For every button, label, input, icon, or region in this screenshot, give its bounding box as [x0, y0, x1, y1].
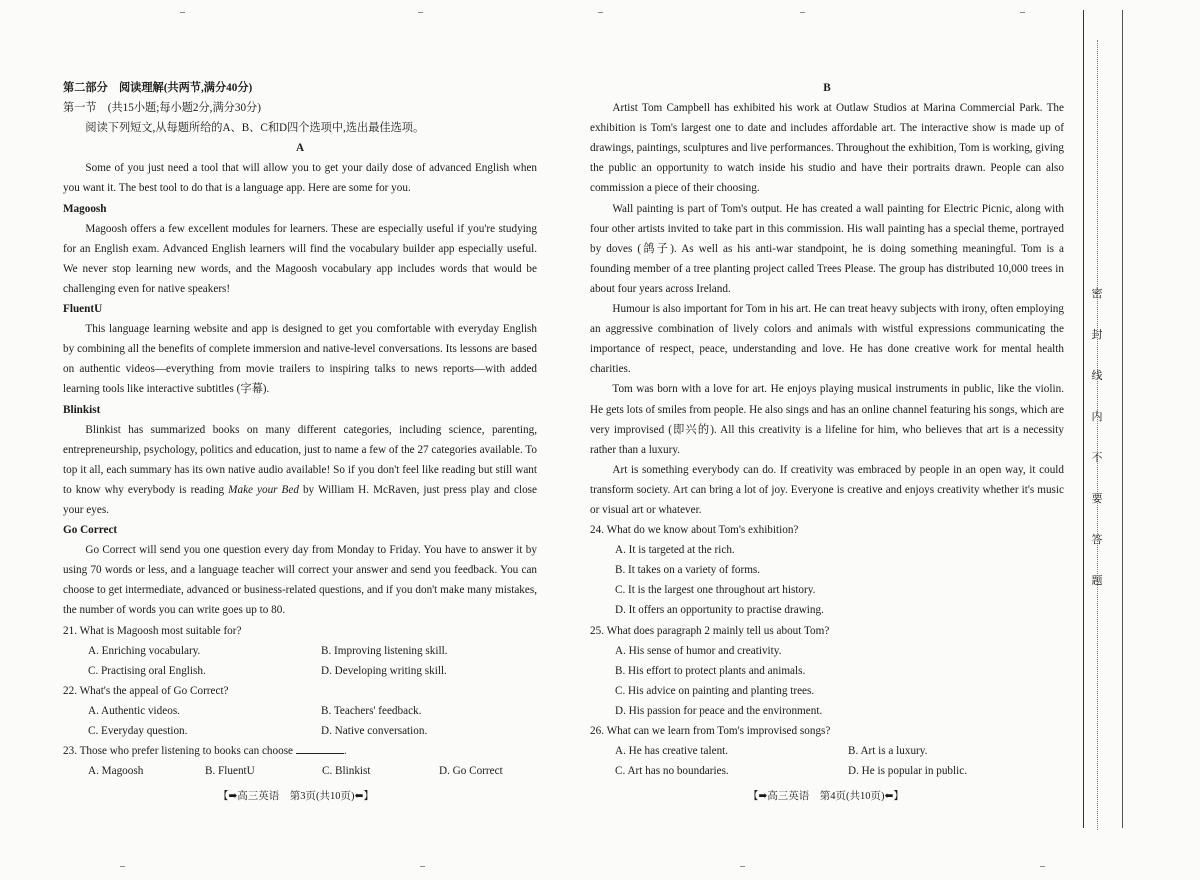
option: D. Go Correct [439, 765, 503, 778]
app-text-blinkist [63, 420, 537, 520]
page-footer-left: 【➡高三英语 第3页(共10页)⬅】 [218, 791, 374, 802]
scan-mark [418, 12, 423, 13]
passage-b-paragraph: Wall painting is part of Tom's output. He has created a wall painting for Electric Picnic, along with four other artists invited to take part in this commission. His wall painting has a special theme, portrayed by doves (鸽子). As well as his anti-war standpoint, he is doing something meaningful. Tom is a founding member of a tree planting project called Trees Please. The group has distributed 10,000 trees in about four years across Ireland. [590, 202, 1064, 295]
scan-mark [120, 866, 125, 867]
section-heading: 第一节 (共15小题;每小题2分,满分30分) [63, 102, 261, 115]
binding-char: 线 [1091, 370, 1103, 382]
scan-mark [420, 866, 425, 867]
option: A. Enriching vocabulary. [88, 644, 201, 657]
scan-mark [740, 866, 745, 867]
binding-char: 内 [1091, 411, 1103, 423]
question-21-options-row2 [63, 661, 537, 681]
option: B. Art is a luxury. [848, 745, 928, 758]
part-heading: 第二部分 阅读理解(共两节,满分40分) [63, 82, 253, 94]
binding-char: 题 [1091, 575, 1103, 587]
option: D. Native conversation. [321, 725, 428, 737]
passage-label-b: B [823, 82, 831, 94]
question-22: 22. What's the appeal of Go Correct? [63, 684, 229, 697]
option: B. Teachers' feedback. [321, 704, 422, 717]
option: B. It takes on a variety of forms. [615, 564, 761, 577]
binding-char: 要 [1091, 493, 1103, 505]
scan-mark [1020, 12, 1025, 13]
option: B. FluentU [205, 765, 255, 778]
app-heading-blinkist: Blinkist [63, 403, 101, 416]
answer-blank [296, 742, 344, 754]
option: A. Authentic videos. [88, 704, 180, 717]
option: B. His effort to protect plants and animals. [615, 664, 806, 677]
option: C. His advice on painting and planting trees. [615, 684, 815, 697]
passage-b-paragraph: Artist Tom Campbell has exhibited his work at Outlaw Studios at Marina Commercial Park. The exhibition is Tom's largest one to date and includes affordable art. The interactive show is made up of drawings, paintings, sculptures and live performances. Throughout the exhibition, Tom is working, giving the public an opportunity to watch inside his studio and have their portraits drawn. People can also commission a piece of their choosing. [590, 102, 1064, 195]
question-22-options-row1 [63, 701, 537, 721]
option: B. Improving listening skill. [321, 644, 448, 657]
question-24: 24. What do we know about Tom's exhibition? [590, 524, 799, 537]
question-25: 25. What does paragraph 2 mainly tell us about Tom? [590, 624, 830, 637]
option: A. His sense of humor and creativity. [615, 644, 782, 657]
option: C. Everyday question. [88, 725, 188, 737]
option: A. He has creative talent. [615, 745, 729, 758]
left-page [63, 78, 537, 781]
scan-mark [180, 12, 185, 13]
option: C. Practising oral English. [88, 664, 206, 677]
question-23 [63, 741, 537, 761]
question-23-stem-end: . [343, 745, 347, 758]
app-text-go-correct: Go Correct will send you one question every day from Monday to Friday. You have to answer it by using 70 words or less, and a language teacher will correct your answer and send you feedback. You can choose to get intermediate, advanced or business-related questions, and if you don't make many mistakes, the number of words you can write goes up to 80. [63, 544, 537, 617]
binding-char: 封 [1091, 329, 1103, 341]
binding-char: 密 [1091, 288, 1103, 300]
passage-a-intro: Some of you just need a tool that will allow you to get your daily dose of advanced English when you want it. The best tool to do that is a language app. Here are some for you. [63, 162, 537, 195]
question-23-stem: 23. Those who prefer listening to books can choose [63, 745, 294, 758]
app-text-magoosh: Magoosh offers a few excellent modules for learners. These are especially useful if you're studying for an English exam. Advanced English learners will find the vocabulary builder app especially useful. We never stop learning new words, and the Magoosh vocabulary app includes words that would be challenging even for native speakers! [63, 222, 537, 295]
app-heading-fluentu: FluentU [63, 303, 103, 316]
right-page [590, 78, 1064, 781]
app-heading-go-correct: Go Correct [63, 524, 118, 537]
question-23-options [63, 761, 537, 781]
app-text-fluentu: This language learning website and app is designed to get you comfortable with everyday English by combining all the benefits of complete immersion and native-level conversations. Its lessons are based on authentic videos—everything from movie trailers to inspiring talks to news reports—with added learning tools like interactive subtitles (字幕). [63, 323, 537, 396]
option: C. Blinkist [322, 765, 371, 778]
option: A. It is targeted at the rich. [615, 544, 735, 557]
book-title: Make your Bed [228, 483, 299, 496]
scan-mark [1040, 866, 1045, 867]
question-26-options-row1 [590, 741, 1064, 761]
passage-b-paragraph: Art is something everybody can do. If creativity was embraced by people in an open way, it could transform society. Art can bring a lot of joy. Everyone is creative and enjoys creativity whether it's music or visual art or whatever. [590, 463, 1064, 516]
blinkist-text-before: Blinkist has summarized books on many different categories, including science, parenting, entrepreneurship, psychology, politics and education, just to name a few of the 27 categories available. To top it all, each summary has its own native audio available! So if you don't feel like reading but still want to know why everybody is reading [63, 423, 537, 496]
question-22-options-row2 [63, 721, 537, 741]
binding-char: 答 [1091, 534, 1103, 546]
question-21: 21. What is Magoosh most suitable for? [63, 624, 242, 637]
question-26: 26. What can we learn from Tom's improvised songs? [590, 725, 831, 737]
option: D. Developing writing skill. [321, 664, 447, 677]
binding-vertical-text [1089, 288, 1105, 616]
option: D. His passion for peace and the environment. [615, 704, 823, 717]
scan-mark [800, 12, 805, 13]
instruction: 阅读下列短文,从每题所给的A、B、C和D四个选项中,选出最佳选项。 [85, 122, 425, 135]
option: C. It is the largest one throughout art history. [615, 584, 816, 597]
option: D. It offers an opportunity to practise drawing. [615, 604, 824, 617]
passage-label-a: A [295, 142, 305, 155]
option: C. Art has no boundaries. [615, 765, 729, 778]
option: A. Magoosh [88, 765, 144, 778]
passage-b-paragraph: Humour is also important for Tom in his art. He can treat heavy subjects with irony, often employing an aggressive combination of lively colors and animals with wistful expressions communicating the importance of respect, peace, understanding and love. He has done creative work for mental health charities. [590, 303, 1064, 376]
page-footer-right: 【➡高三英语 第4页(共10页)⬅】 [748, 791, 904, 802]
blinkist-text-after: by William H. McRaven, just press play and close your eyes. [63, 483, 537, 516]
passage-b-paragraph: Tom was born with a love for art. He enjoys playing musical instruments in public, like the violin. He gets lots of smiles from people. He also sings and has an online channel featuring his songs, which are very improvised (即兴的). All this creativity is a lifeline for him, who believes that art is a necessity rather than a luxury. [590, 383, 1064, 456]
question-26-options-row2 [590, 761, 1064, 781]
binding-char: 不 [1091, 452, 1103, 464]
scan-mark [598, 12, 603, 13]
question-21-options-row1 [63, 641, 537, 661]
option: D. He is popular in public. [848, 765, 968, 778]
app-heading-magoosh: Magoosh [63, 202, 107, 215]
